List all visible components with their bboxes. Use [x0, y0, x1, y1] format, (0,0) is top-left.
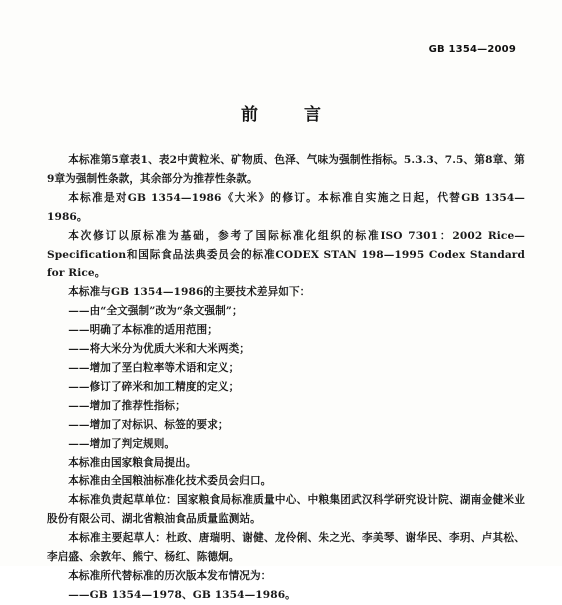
paragraph-centralized: 本标准由全国粮油标准化技术委员会归口。 — [68, 475, 272, 488]
paragraph-drafting-units: 本标准负责起草单位：国家粮食局标准质量中心、中粮集团武汉科学研究设计院、湖南金健米业股份有限公司、湖北省粮油食品质量监测站。 — [47, 494, 525, 526]
paragraph-proposer: 本标准由国家粮食局提出。 — [68, 456, 197, 469]
list-item-history: ——GB 1354—1978、GB 1354—1986。 — [68, 588, 296, 601]
list-item-difference: ——将大米分为优质大米和大米两类； — [68, 343, 250, 356]
standard-code: GB 1354—2009 — [428, 44, 516, 55]
list-item-difference: ——修订了碎米和加工精度的定义； — [68, 380, 240, 393]
list-item-difference: ——增加了对标识、标签的要求； — [68, 418, 229, 431]
paragraph-revision-note: 本标准是对GB 1354—1986《大米》的修订。本标准自实施之日起，代替GB 1354—1986。 — [47, 191, 525, 223]
paragraph-differences-intro: 本标准与GB 1354—1986的主要技术差异如下： — [68, 286, 311, 299]
list-item-difference: ——增加了推荐性指标； — [68, 399, 186, 412]
list-item-difference: ——增加了垩白粒率等术语和定义； — [68, 361, 240, 374]
list-item-difference: ——由“全文强制”改为“条文强制”； — [68, 305, 243, 318]
paragraph-drafters: 本标准主要起草人：杜政、唐瑞明、谢健、龙伶俐、朱之光、李美琴、谢华民、李玥、卢其松、李启盛、余敦年、熊宁、杨红、陈德炯。 — [47, 532, 525, 564]
paragraph-references: 本次修订以原标准为基础，参考了国际标准化组织的标准ISO 7301：2002 Rice—Specification和国际食品法典委员会的标准CODEX STAN 198—1995 Codex Standard for Rice。 — [47, 229, 525, 280]
list-item-difference: ——明确了本标准的适用范围； — [68, 324, 218, 337]
list-item-difference: ——增加了判定规则。 — [68, 437, 176, 450]
page-title: 前 言 — [241, 105, 341, 125]
foreword-body — [47, 151, 525, 605]
paragraph-history-intro: 本标准所代替标准的历次版本发布情况为： — [68, 569, 272, 582]
paragraph-mandatory-clauses: 本标准第5章表1、表2中黄粒米、矿物质、色泽、气味为强制性指标。5.3.3、7.5、第8章、第9章为强制性条款，其余部分为推荐性条款。 — [47, 154, 525, 185]
